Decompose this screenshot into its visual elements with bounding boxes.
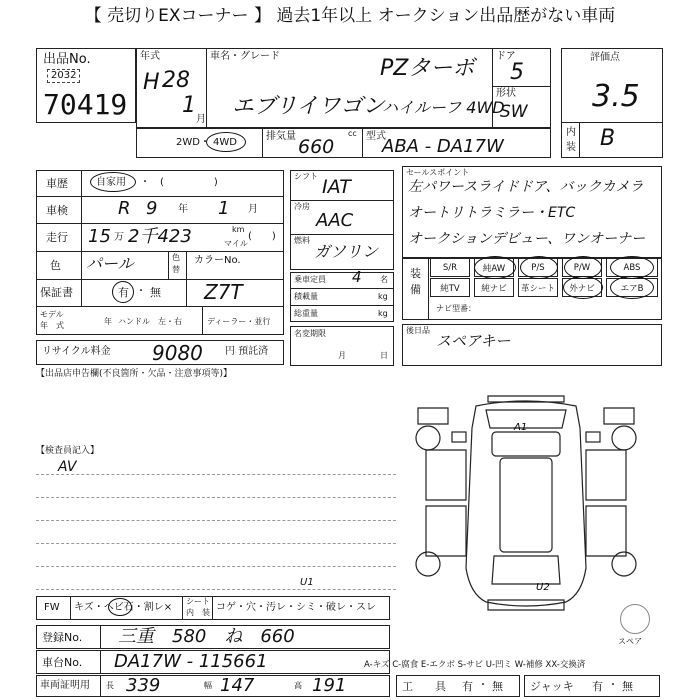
certificate-length-label: 長 — [106, 681, 114, 690]
fw-seat-label-1: シート — [186, 597, 210, 606]
lot-box — [36, 48, 136, 123]
year-month: 1 — [182, 93, 196, 118]
jack-no: 無 — [622, 680, 633, 693]
mileage-unit-mile: マイル — [224, 239, 248, 248]
chassis-value: DA17W - 115661 — [114, 651, 268, 672]
recycle-label: リサイクル料金 — [42, 346, 111, 357]
chassis-label: 車台No. — [42, 656, 83, 669]
displacement-label: 排気量 — [266, 131, 296, 142]
sales-points-label: セールスポイント — [406, 168, 470, 177]
equipment-cell: 純AW — [474, 258, 514, 277]
certificate-label: 車両証明用 — [40, 680, 90, 691]
equipment-cell: P/S — [518, 258, 558, 277]
equipment-cell: 外ナビ — [562, 278, 602, 297]
certificate-height: 191 — [312, 675, 347, 696]
inspection-month-unit: 月 — [248, 204, 258, 215]
equipment-mark-navi — [563, 276, 603, 299]
inspection-month: 1 — [218, 198, 230, 219]
diagram-mark-a1: A1 — [514, 422, 528, 433]
warranty-code: Z7T — [204, 280, 243, 304]
jack-sep: ・ — [608, 680, 618, 691]
drive-sep: ・ — [200, 137, 210, 148]
year-label: 年式 — [140, 51, 160, 62]
warranty-label: 保証書 — [40, 286, 73, 299]
certificate-width-label: 幅 — [204, 681, 212, 690]
equipment-mark-airbag — [610, 276, 654, 299]
lot-label: 出品No. — [43, 52, 91, 67]
equipment-cell: P/W — [562, 258, 602, 277]
equipment-label-1: 装 — [410, 267, 421, 280]
tools-no: 無 — [492, 680, 503, 693]
notes-label: 【出品店申告欄(不良箇所・欠品・注意事項等)】 — [36, 369, 233, 379]
mileage-value-2: 2千423 — [128, 226, 192, 247]
inspector-label: 【検査員記入】 — [36, 446, 100, 456]
color-code-label: カラーNo. — [194, 255, 241, 266]
weight-unit: kg — [378, 309, 388, 318]
year-value: 28 — [162, 68, 190, 93]
capacity-value: 4 — [352, 268, 362, 286]
score-value: 3.5 — [592, 79, 640, 114]
mileage-paren: ( ) — [248, 231, 276, 242]
year-era: H — [143, 70, 160, 95]
shape-label: 形状 — [496, 88, 516, 99]
jack-label: ジャッキ — [530, 680, 574, 693]
car-damage-diagram — [396, 388, 656, 618]
fw-label: FW — [44, 602, 60, 613]
history-options: ・ ( ) — [140, 177, 218, 188]
color-label: 色 — [50, 259, 61, 272]
capacity-unit: 名 — [380, 275, 388, 284]
load-label: 積載量 — [294, 292, 318, 301]
model-year-label-1: モデル — [40, 310, 64, 319]
equipment-label-2: 備 — [410, 283, 421, 296]
warranty-no: 無 — [150, 286, 161, 299]
equipment-cell: 純TV — [430, 278, 470, 297]
fw-seat-label-2: 内 装 — [186, 608, 210, 617]
equipment-navi-label: ナビ型番： — [436, 304, 476, 313]
name-change-day: 日 — [380, 351, 388, 360]
equipment-mark-ps — [520, 256, 558, 279]
registration-value: 三重 580 ね 660 — [118, 626, 295, 647]
warranty-sep: ・ — [136, 286, 146, 297]
displacement-value: 660 — [298, 136, 335, 158]
drive-2wd: 2WD — [176, 137, 200, 148]
model-year-handle: ハンドル 左・右 — [118, 317, 182, 326]
door-label: ドア — [496, 51, 516, 62]
equipment-cell: S/R — [430, 258, 470, 277]
fw-seat: コゲ・穴・汚レ・シミ・破レ・スレ — [216, 602, 376, 613]
sales-points-line-2: オートリトラミラー・ETC — [408, 205, 576, 221]
model-year-unit: 年 — [104, 317, 112, 326]
spare-label: スペア — [618, 637, 642, 646]
color-value: パール — [86, 254, 134, 273]
aircon-value: AAC — [316, 210, 354, 231]
tools-yes: 有 — [462, 680, 473, 693]
name-change-month: 月 — [338, 351, 346, 360]
interior-label-2: 装 — [566, 142, 576, 153]
score-label: 評価点 — [590, 52, 620, 63]
model-variant: ハイルーフ 4WD — [382, 98, 505, 117]
equipment-cell: ABS — [606, 258, 658, 277]
diagram-mark-u1: U1 — [300, 577, 314, 588]
color-change-label-2: 替 — [172, 265, 180, 274]
type-value: ABA - DA17W — [382, 136, 504, 157]
equipment-cell: 革シート — [518, 278, 558, 297]
later-items-label: 後日品 — [406, 326, 430, 335]
sales-points-line-1: 左パワースライドドア、バックカメラ — [408, 179, 644, 195]
warranty-yes: 有 — [118, 286, 129, 299]
equipment-cell: エアB — [606, 278, 658, 297]
inspector-note: AV — [58, 459, 77, 475]
later-items-value: スペアキー — [436, 332, 511, 350]
inspection-year: 9 — [146, 198, 158, 219]
fuel-label: 燃料 — [294, 236, 310, 245]
drive-4wd-circle — [206, 132, 246, 152]
interior-label-1: 内 — [566, 127, 576, 138]
certificate-width: 147 — [220, 675, 255, 696]
lot-number: 70419 — [43, 88, 128, 121]
damage-legend: A-キズ C-腐食 E-エクボ S-サビ U-凹ミ W-補修 XX-交換済 — [364, 660, 586, 670]
fw-mark-circle — [108, 598, 132, 616]
model-name: エブリイワゴン — [232, 94, 385, 119]
history-value: 自家用 — [96, 177, 126, 188]
warranty-yes-circle — [112, 281, 134, 303]
shape-value: SW — [500, 102, 528, 122]
inspection-year-unit: 年 — [178, 204, 188, 215]
displacement-unit: cc — [348, 129, 357, 138]
capacity-label: 乗車定員 — [294, 275, 326, 284]
name-change-label: 名変期限 — [294, 329, 326, 338]
history-circle — [90, 172, 136, 192]
inspection-label: 車検 — [46, 204, 68, 217]
model-year-label-2: 年 式 — [40, 321, 64, 330]
weight-label: 総重量 — [294, 309, 318, 318]
fuel-value: ガソリン — [314, 242, 379, 261]
equipment-cell: 純ナビ — [474, 278, 514, 297]
diagram-mark-u2: U2 — [536, 582, 550, 593]
sales-points-line-3: オークションデビュー、ワンオーナー — [408, 231, 646, 247]
fw-damage: キズ・ヘビ石・割レ× — [74, 602, 173, 613]
equipment-mark-aw — [474, 256, 516, 279]
type-label: 型式 — [366, 131, 386, 142]
tools-sep: ・ — [478, 680, 488, 691]
tools-label: 工 具 — [402, 680, 446, 693]
certificate-height-label: 高 — [294, 681, 302, 690]
spec-left-box — [36, 170, 284, 335]
drive-4wd: 4WD — [213, 137, 237, 148]
mileage-unit-1: 万 — [114, 232, 124, 243]
lot-sub-number: 2032 — [47, 69, 80, 83]
load-unit: kg — [378, 292, 388, 301]
mileage-unit-km: km — [232, 225, 245, 234]
registration-label: 登録No. — [42, 631, 83, 644]
history-label: 車歴 — [46, 177, 68, 190]
interior-value: B — [600, 126, 616, 151]
shift-value: IAT — [322, 176, 351, 198]
recycle-unit: 円 預託済 — [225, 346, 269, 357]
spare-tire-icon — [620, 604, 650, 634]
model-label: 車名・グレード — [210, 51, 280, 62]
door-value: 5 — [510, 60, 524, 85]
year-month-unit: 月 — [196, 114, 206, 125]
aircon-label: 冷房 — [294, 202, 310, 211]
recycle-value: 9080 — [152, 341, 203, 365]
color-change-label-1: 色 — [172, 253, 180, 262]
jack-yes: 有 — [592, 680, 603, 693]
model-year-dealer: ディーラー・並行 — [207, 317, 271, 326]
inspection-era: R — [118, 198, 131, 219]
mileage-label: 走行 — [46, 231, 68, 244]
shift-label: シフト — [294, 172, 318, 181]
model-grade: PZターボ — [380, 56, 475, 81]
page-title: 【 売切りEXコーナー 】 過去1年以上 オークション出品歴がない車両 — [84, 6, 616, 26]
mileage-value-1: 15 — [88, 226, 111, 247]
certificate-length: 339 — [126, 675, 161, 696]
